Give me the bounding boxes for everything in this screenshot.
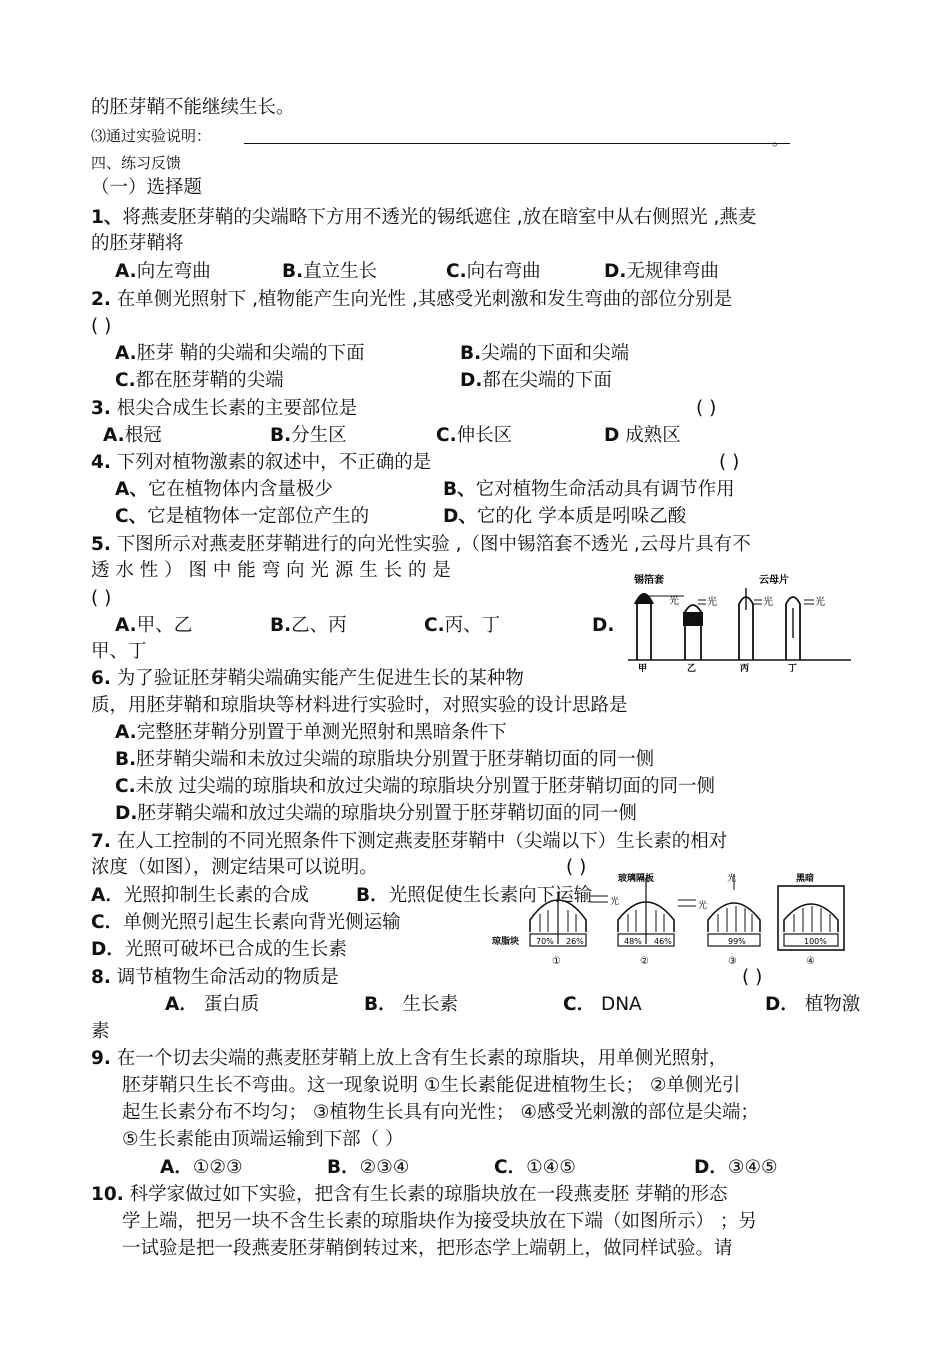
q6-option-a: A.完整胚芽鞘分别置于单测光照射和黑暗条件下 bbox=[115, 722, 507, 743]
q6-option-c: C.未放 过尖端的琼脂块和放过尖端的琼脂块分别置于胚芽鞘切面的同一侧 bbox=[115, 776, 715, 797]
q3-stem: 3. 根尖合成生长素的主要部位是 bbox=[91, 398, 358, 419]
svg-text:光: 光 bbox=[610, 897, 620, 907]
q9-option-d: D．③④⑤ bbox=[694, 1157, 778, 1178]
q10-stem: 10. 科学家做过如下实验，把含有生长素的琼脂块放在一段燕麦胚 芽鞘的形态 bbox=[91, 1184, 728, 1205]
answer-blank-line[interactable] bbox=[244, 143, 790, 144]
q5-option-d-text: 甲、丁 bbox=[91, 641, 147, 662]
q4-option-b: B、它对植物生命活动具有调节作用 bbox=[443, 479, 735, 500]
q5-stem-2: 透 水 性 ） 图 中 能 弯 向 光 源 生 长 的 是 bbox=[91, 560, 451, 581]
q8-option-d: D． 植物激 bbox=[765, 994, 861, 1015]
q7-figure bbox=[490, 870, 860, 970]
q1-stem: 1、将燕麦胚芽鞘的尖端略下方用不透光的锡纸遮住 ,放在暗室中从右侧照光 ,燕麦 bbox=[91, 207, 757, 228]
q9-stem: 9. 在一个切去尖端的燕麦胚芽鞘上放上含有生长素的琼脂块，用单侧光照射， bbox=[91, 1048, 728, 1069]
conclusion-end: 。 bbox=[772, 131, 788, 149]
seedling-bing bbox=[739, 588, 773, 660]
q6-stem: 6. 为了验证胚芽鞘尖端确实能产生促进生长的某种物 bbox=[91, 668, 524, 689]
q9-stem-2: 胚芽鞘只生长不弯曲。这一现象说明 ①生长素能促进植物生长； ②单侧光引 bbox=[122, 1075, 741, 1096]
q3-paren: ( ) bbox=[696, 398, 717, 419]
setup-3 bbox=[708, 874, 760, 967]
q8-stem: 8. 调节植物生命活动的物质是 bbox=[91, 967, 339, 988]
seedling-jia bbox=[634, 593, 684, 660]
q7-option-b: B．光照促使生长素向下运输 bbox=[356, 885, 593, 906]
caption-bing: 丙 bbox=[740, 664, 750, 672]
q1-option-c: C.向右弯曲 bbox=[446, 261, 541, 282]
q1-option-d: D.无规律弯曲 bbox=[604, 261, 719, 282]
circled-2: ② bbox=[640, 956, 649, 967]
q4-option-a: A、它在植物体内含量极少 bbox=[115, 479, 333, 500]
seedling-ding bbox=[786, 595, 825, 660]
glass-partition-label: 玻璃隔板 bbox=[618, 874, 655, 884]
q10-stem-3: 一试验是把一段燕麦胚芽鞘倒转过来，把形态学上端朝上，做同样试验。请 bbox=[122, 1238, 733, 1259]
q4-paren: ( ) bbox=[719, 452, 740, 473]
q5-paren: ( ) bbox=[91, 588, 112, 609]
seedling-yi bbox=[683, 595, 717, 660]
q4-option-c: C、它是植物体一定部位产生的 bbox=[115, 506, 370, 527]
circled-1: ① bbox=[552, 956, 561, 967]
q4-option-d: D、它的化 学本质是吲哚乙酸 bbox=[443, 506, 687, 527]
svg-text:光: 光 bbox=[763, 597, 773, 608]
svg-text:光: 光 bbox=[707, 597, 717, 608]
q6-stem-2: 质，用胚芽鞘和琼脂块等材料进行实验时，对照实验的设计思路是 bbox=[91, 695, 628, 716]
q9-option-a: A．①②③ bbox=[160, 1157, 243, 1178]
q5-option-c: C.丙、丁 bbox=[424, 615, 501, 636]
circled-4: ④ bbox=[806, 956, 815, 967]
svg-text:26%: 26% bbox=[566, 937, 584, 946]
svg-text:70%: 70% bbox=[536, 937, 554, 946]
q10-stem-2: 学上端，把另一块不含生长素的琼脂块作为接受块放在下端（如图所示） ；另 bbox=[122, 1211, 757, 1232]
prev-line: 的胚芽鞘不能继续生长。 bbox=[91, 97, 295, 118]
q5-option-a: A.甲、乙 bbox=[115, 615, 193, 636]
q8-option-a: A． 蛋白质 bbox=[165, 994, 260, 1015]
svg-text:48%: 48% bbox=[624, 937, 642, 946]
svg-text:46%: 46% bbox=[654, 937, 672, 946]
q2-option-a: A.胚芽 鞘的尖端和尖端的下面 bbox=[115, 343, 365, 364]
q3-option-a: A.根冠 bbox=[103, 425, 162, 446]
section-heading: 四、练习反馈 bbox=[91, 154, 182, 172]
q7-stem: 7. 在人工控制的不同光照条件下测定燕麦胚芽鞘中（尖端以下）生长素的相对 bbox=[91, 831, 728, 852]
dark-label: 黑暗 bbox=[796, 874, 815, 884]
agar-block-label: 琼脂块 bbox=[492, 937, 520, 947]
q7-option-a: A．光照抑制生长素的合成 bbox=[91, 885, 309, 906]
svg-text:99%: 99% bbox=[728, 937, 746, 946]
setup-1 bbox=[530, 892, 619, 967]
subsection-heading: （一）选择题 bbox=[91, 177, 203, 198]
conclusion-prompt: ⑶通过实验说明： bbox=[91, 127, 212, 145]
q1-option-a: A.向左弯曲 bbox=[115, 261, 211, 282]
q9-stem-4: ⑤生长素能由顶端运输到下部（ ） bbox=[122, 1129, 404, 1150]
setup-2 bbox=[618, 878, 707, 967]
q7-option-d: D．光照可破坏已合成的生长素 bbox=[91, 939, 347, 960]
mica-label: 云母片 bbox=[759, 575, 789, 586]
q9-option-b: B．②③④ bbox=[327, 1157, 410, 1178]
q1-stem-2: 的胚芽鞘将 bbox=[91, 233, 184, 254]
svg-text:100%: 100% bbox=[804, 937, 827, 946]
q1-option-b: B.直立生长 bbox=[282, 261, 378, 282]
q2-option-b: B.尖端的下面和尖端 bbox=[460, 343, 630, 364]
q2-option-c: C.都在胚芽鞘的尖端 bbox=[115, 370, 284, 391]
circled-3: ③ bbox=[728, 956, 737, 967]
q3-option-d: D 成熟区 bbox=[604, 425, 681, 446]
q2-stem: 2. 在单侧光照射下 ,植物能产生向光性 ,其感受光刺激和发生弯曲的部位分别是 bbox=[91, 289, 733, 310]
q3-option-c: C.伸长区 bbox=[436, 425, 513, 446]
caption-yi: 乙 bbox=[687, 664, 697, 672]
q6-option-d: D.胚芽鞘尖端和放过尖端的琼脂块分别置于胚芽鞘切面的同一侧 bbox=[115, 803, 637, 824]
svg-text:光: 光 bbox=[815, 597, 825, 608]
q5-stem: 5. 下图所示对燕麦胚芽鞘进行的向光性实验 ,（图中锡箔套不透光 ,云母片具有不 bbox=[91, 534, 751, 555]
q2-paren: ( ) bbox=[91, 316, 112, 337]
caption-jia: 甲 bbox=[638, 664, 648, 672]
q8-option-d-tail: 素 bbox=[91, 1021, 110, 1042]
tin-foil-label: 锡箔套 bbox=[634, 575, 664, 586]
svg-text:光: 光 bbox=[669, 596, 679, 607]
q6-option-b: B.胚芽鞘尖端和未放过尖端的琼脂块分别置于胚芽鞘切面的同一侧 bbox=[115, 749, 655, 770]
q5-figure bbox=[626, 568, 856, 672]
setup-4 bbox=[778, 886, 844, 967]
q8-paren: ( ) bbox=[742, 967, 763, 988]
q8-option-c: C． DNA bbox=[563, 994, 642, 1015]
q7-paren: ( ) bbox=[566, 857, 587, 878]
q9-stem-3: 起生长素分布不均匀； ③植物生长具有向光性； ④感受光刺激的部位是尖端； bbox=[122, 1102, 759, 1123]
q5-option-d: D. bbox=[592, 615, 615, 636]
q7-option-c: C．单侧光照引起生长素向背光侧运输 bbox=[91, 912, 401, 933]
q8-option-b: B． 生长素 bbox=[364, 994, 458, 1015]
q4-stem: 4. 下列对植物激素的叙述中，不正确的是 bbox=[91, 452, 432, 473]
q9-option-c: C．①④⑤ bbox=[494, 1157, 576, 1178]
svg-text:光: 光 bbox=[698, 901, 708, 911]
q2-option-d: D.都在尖端的下面 bbox=[460, 370, 612, 391]
q3-option-b: B.分生区 bbox=[270, 425, 347, 446]
q7-stem-2: 浓度（如图），测定结果可以说明。 bbox=[91, 857, 378, 878]
light-label: 光 bbox=[727, 874, 737, 884]
caption-ding: 丁 bbox=[788, 664, 798, 672]
q5-option-b: B.乙、丙 bbox=[270, 615, 347, 636]
